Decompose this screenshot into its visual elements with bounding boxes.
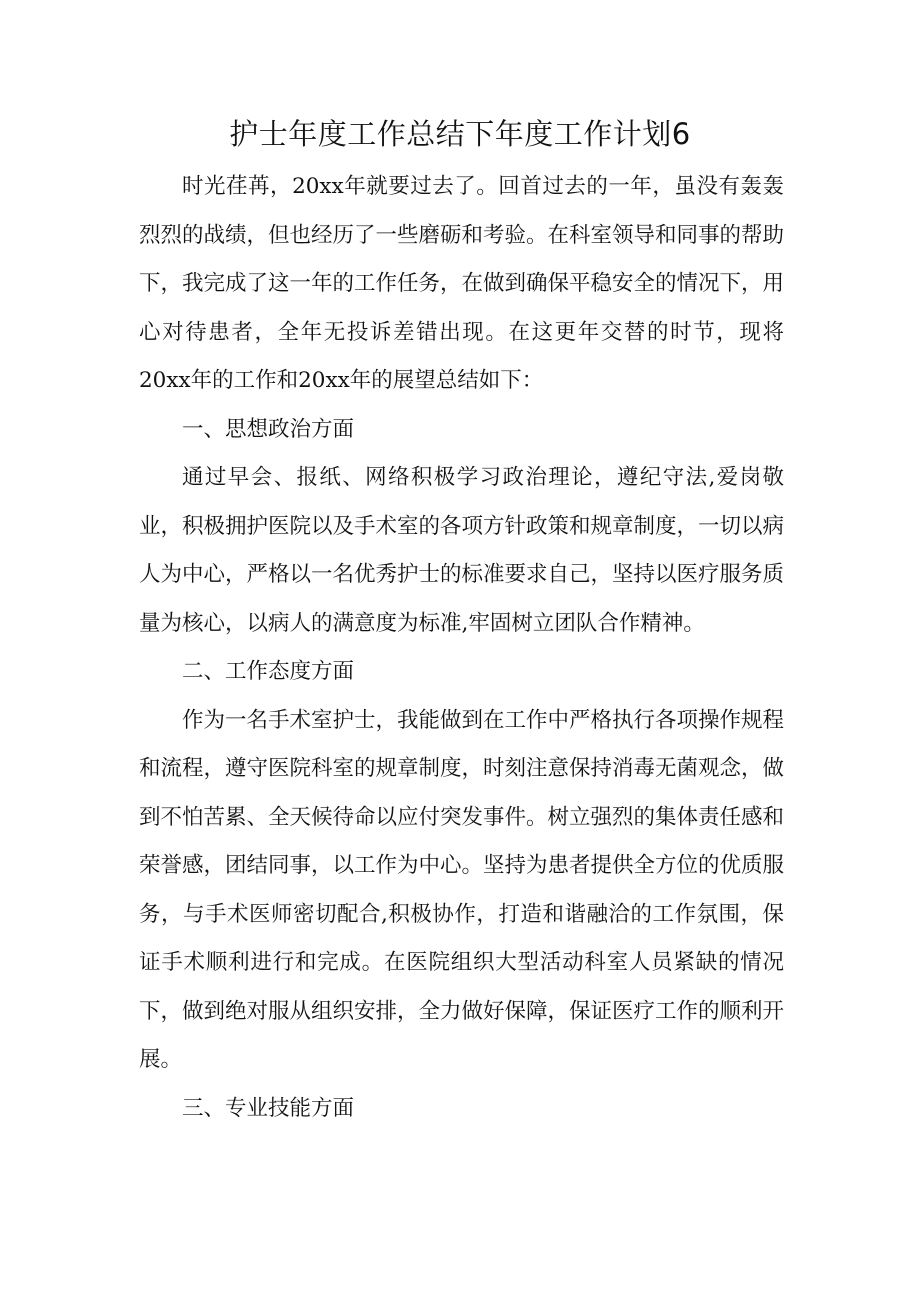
document-body xyxy=(139,163,784,1133)
section-heading-skills: 三、专业技能方面 xyxy=(182,1095,355,1121)
intro-paragraph: 时光荏苒，20xx年就要过去了。回首过去的一年，虽没有轰轰烈烈的战绩，但也经历了一些磨砺和考验。在科室领导和同事的帮助下，我完成了这一年的工作任务，在做到确保平稳安全的情况下，用心对待患者，全年无投诉差错出现。在这更年交替的时节，现将20xx年的工作和20xx年的展望总结如下： xyxy=(139,174,785,393)
attitude-paragraph: 作为一名手术室护士，我能做到在工作中严格执行各项操作规程和流程，遵守医院科室的规章制度，时刻注意保持消毒无菌观念，做到不怕苦累、全天候待命以应付突发事件。树立强烈的集体责任感和荣誉感，团结同事，以工作为中心。坚持为患者提供全方位的优质服务，与手术医师密切配合,积极协作，打造和谐融洽的工作氛围，保证手术顺利进行和完成。在医院组织大型活动科室人员紧缺的情况下，做到绝对服从组织安排，全力做好保障，保证医疗工作的顺利开展。 xyxy=(139,707,785,1072)
ideology-paragraph: 通过早会、报纸、网络积极学习政治理论，遵纪守法,爱岗敬业，积极拥护医院以及手术室的各项方针政策和规章制度，一切以病人为中心，严格以一名优秀护士的标准要求自己，坚持以医疗服务质量为核心，以病人的满意度为标准,牢固树立团队合作精神。 xyxy=(139,465,785,636)
section-heading-ideology: 一、思想政治方面 xyxy=(182,416,355,442)
document-title: 护士年度工作总结下年度工作计划6 xyxy=(229,117,691,151)
section-heading-attitude: 二、工作态度方面 xyxy=(182,659,355,684)
